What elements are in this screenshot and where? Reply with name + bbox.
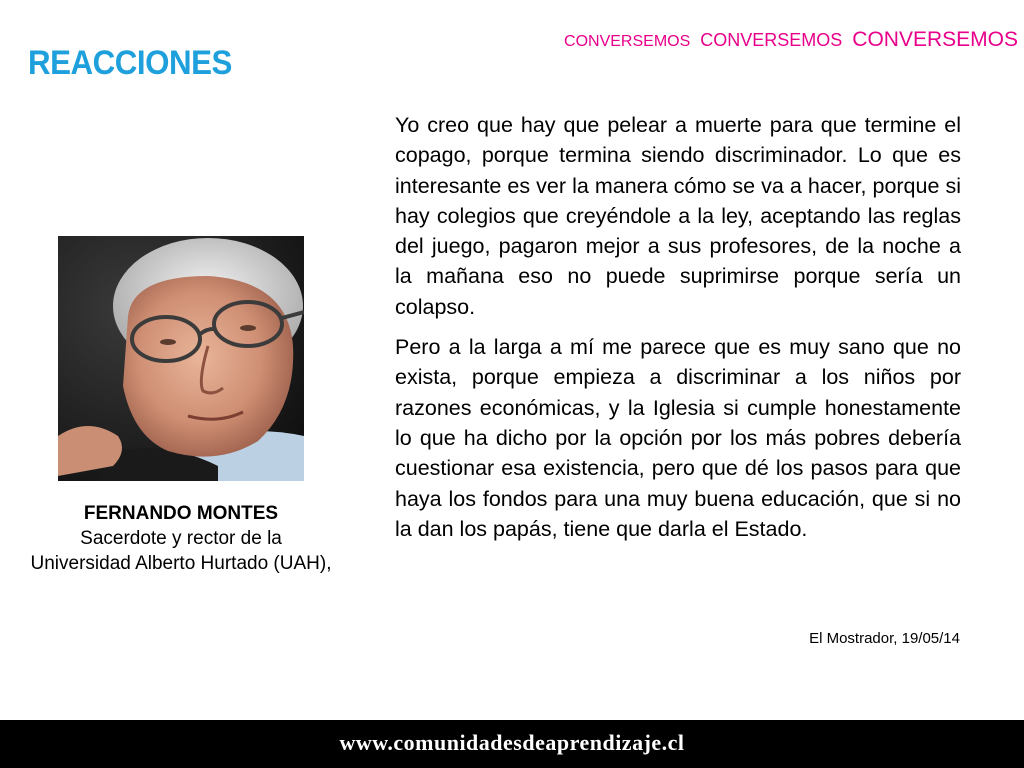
conversemos-medium: CONVERSEMOS (700, 30, 843, 50)
conversemos-banner (564, 28, 1018, 52)
footer-bar (0, 720, 1024, 768)
page-title: REACCIONES (28, 44, 232, 82)
person-role: Sacerdote y rector de la Universidad Alberto Hurtado (UAH), (30, 528, 332, 574)
conversemos-large: CONVERSEMOS (852, 28, 1018, 51)
portrait-photo (58, 236, 304, 481)
footer-url[interactable]: www.comunidadesdeaprendizaje.cl (339, 730, 685, 755)
quote-paragraph-1: Yo creo que hay que pelear a muerte para que termine el copago, porque termina siendo discriminador. Lo que es interesante es ver la manera cómo se va a hacer, porque si hay colegios que creyéndole a la ley, aceptando las reglas del juego, pagaron mejor a sus profesores, de la noche a la mañana eso no puede suprimirse porque sería un colapso. (395, 113, 961, 319)
quote-block (395, 110, 961, 554)
person-name: FERNANDO MONTES (83, 503, 279, 524)
quote-paragraph-2: Pero a la larga a mí me parece que es muy sano que no exista, porque empieza a discriminar a los niños por razones económicas, y la Iglesia si cumple honestamente lo que ha dicho por la opción por los más pobres debería cuestionar esa existencia, pero que dé los pasos para que haya los fondos para una muy buena educación, que si no la dan los papás, tiene que darla el Estado. (395, 335, 961, 541)
person-caption (30, 501, 332, 576)
quote-source: El Mostrador, 19/05/14 (809, 630, 960, 647)
conversemos-small: CONVERSEMOS (564, 33, 691, 50)
